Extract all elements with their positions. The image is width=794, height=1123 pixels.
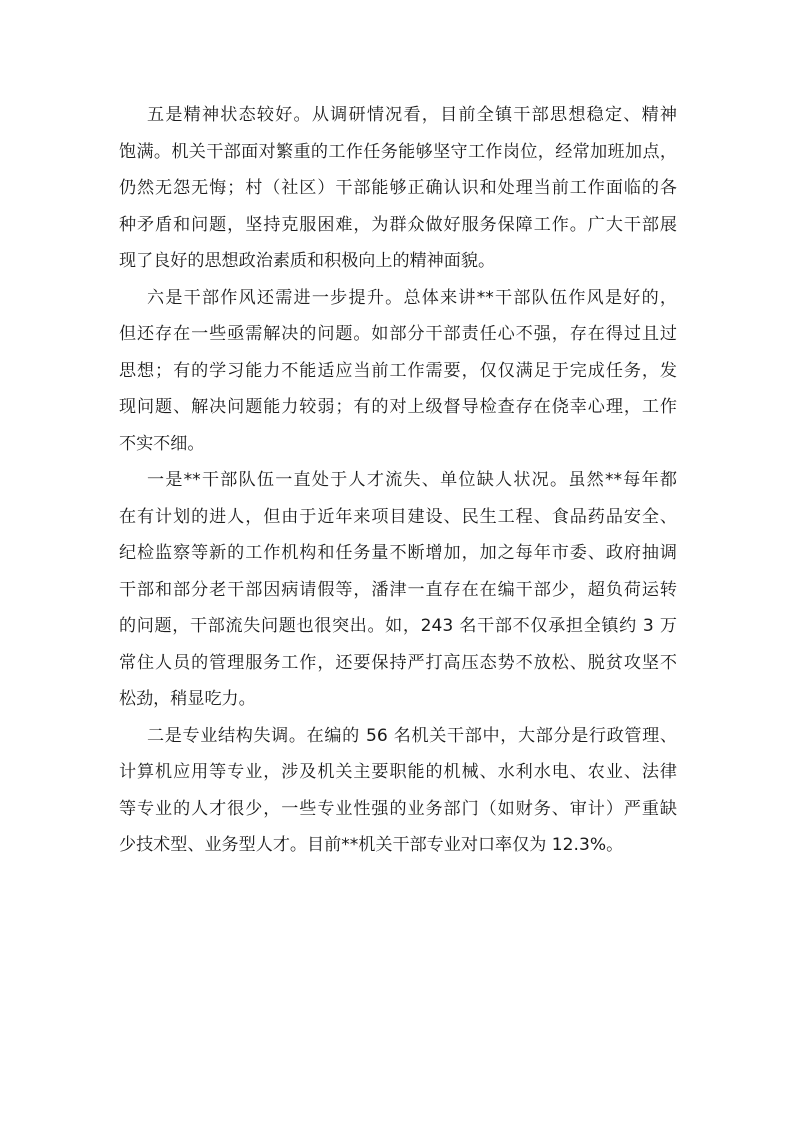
paragraph-line: 但还存在一些亟需解决的问题。如部分干部责任心不强，存在得过且过 <box>119 324 677 344</box>
paragraph-line: 等专业的人才很少，一些专业性强的业务部门（如财务、审计）严重缺 <box>119 798 677 819</box>
paragraph-line: 现问题、解决问题能力较弱；有的对上级督导检查存在侥幸心理，工作 <box>119 397 677 417</box>
paragraph-line: 五是精神状态较好。从调研情况看，目前全镇干部思想稳定、精神 <box>147 105 677 125</box>
paragraph-line: 计算机应用等专业，涉及机关主要职能的机械、水利水电、农业、法律 <box>119 762 677 782</box>
document-body <box>119 97 677 864</box>
paragraph-line: 仍然无怨无悔；村（社区）干部能够正确认识和处理当前工作面临的各 <box>119 178 677 198</box>
paragraph-mental-state <box>119 97 677 280</box>
paragraph-line: 思想；有的学习能力不能适应当前工作需要，仅仅满足于完成任务，发 <box>119 360 677 381</box>
paragraph-line: 六是干部作风还需进一步提升。总体来讲**干部队伍作风是好的， <box>147 287 677 308</box>
paragraph-line: 纪检监察等新的工作机构和任务量不断增加，加之每年市委、政府抽调 <box>119 543 677 563</box>
paragraph-line: 松劲，稍显吃力。 <box>119 689 256 709</box>
paragraph-line: 二是专业结构失调。在编的 56 名机关干部中，大部分是行政管理、 <box>147 725 677 746</box>
paragraph-line: 常住人员的管理服务工作，还要保持严打高压态势不放松、脱贫攻坚不 <box>119 652 677 673</box>
paragraph-line: 一是**干部队伍一直处于人才流失、单位缺人状况。虽然**每年都 <box>147 470 677 490</box>
paragraph-line: 饱满。机关干部面对繁重的工作任务能够坚守工作岗位，经常加班加点， <box>119 141 677 162</box>
paragraph-line: 的问题，干部流失问题也很突出。如，243 名干部不仅承担全镇约 3 万 <box>119 616 677 636</box>
paragraph-line: 种矛盾和问题，坚持克服困难，为群众做好服务保障工作。广大干部展 <box>119 214 677 235</box>
paragraph-line: 在有计划的进人，但由于近年来项目建设、民生工程、食品药品安全、 <box>119 506 677 527</box>
paragraph-line: 干部和部分老干部因病请假等，潘津一直存在在编干部少，超负荷运转 <box>119 579 677 600</box>
paragraph-line: 少技术型、业务型人才。目前**机关干部专业对口率仅为 12.3%。 <box>119 835 624 855</box>
paragraph-professional-structure <box>119 718 677 864</box>
paragraph-work-style <box>119 280 677 463</box>
paragraph-line: 现了良好的思想政治素质和积极向上的精神面貌。 <box>119 251 496 271</box>
paragraph-line: 不实不细。 <box>119 433 205 454</box>
paragraph-talent-loss <box>119 462 677 718</box>
